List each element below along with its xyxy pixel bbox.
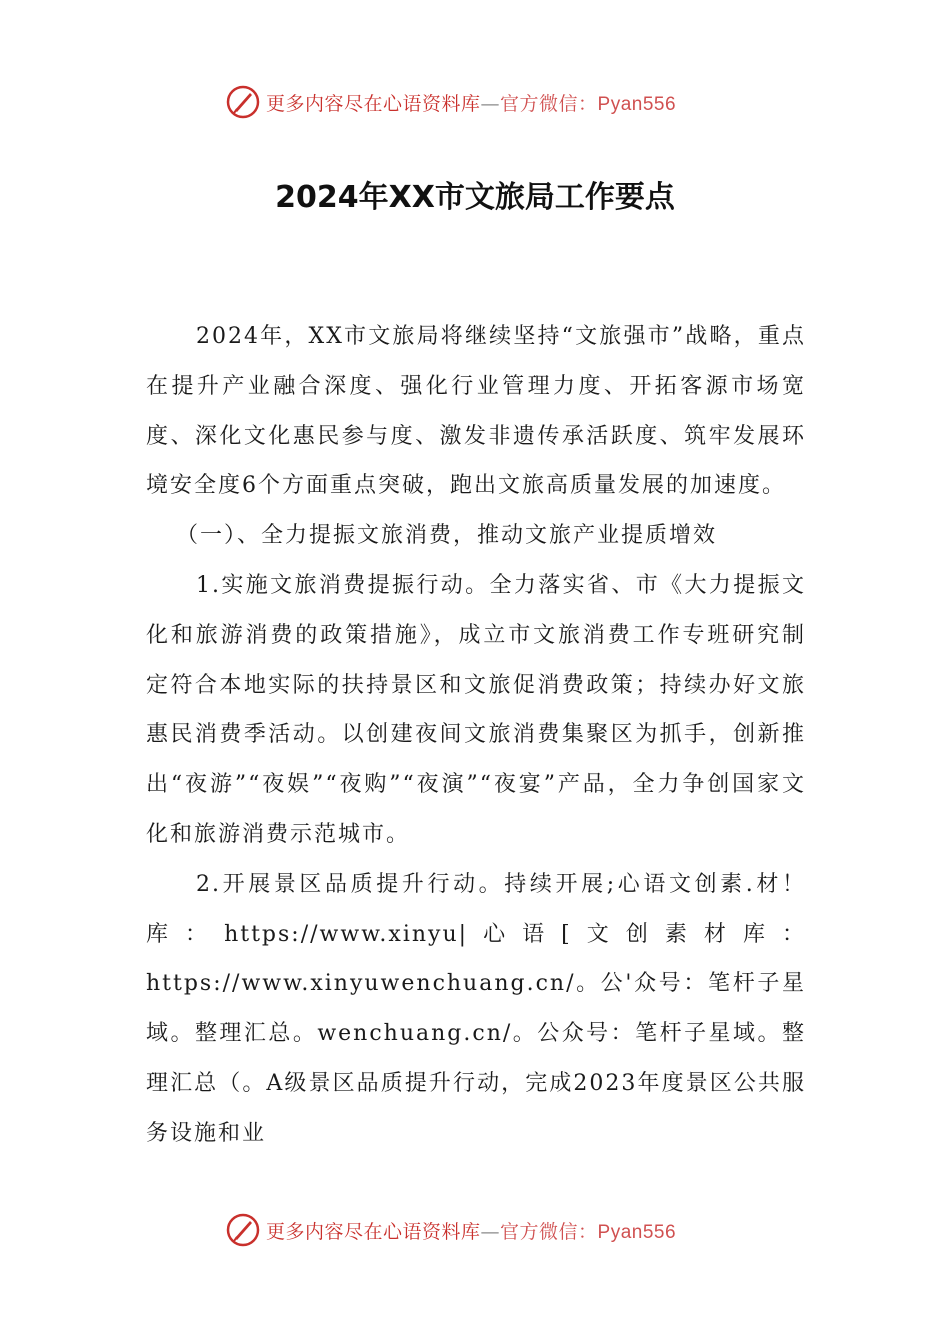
- section-heading: （一）、全力提振文旅消费，推动文旅产业提质增效: [176, 523, 718, 549]
- paragraph-item-2: 2.开展景区品质提升行动。持续开展;心语文创素.材！库：https://www.xinyu|心语[文创素材库：https://www.xinyuwenchuang.cn/。公'众号：笔杆子星域。整理汇总。wenchuang.cn/。公众号：笔杆子星域。整理汇总（。A级景区品质提升行动，完成2023年度景区公共服务设施和业: [146, 871, 806, 1146]
- watermark-wechat-label: 官方微信：: [500, 1220, 598, 1243]
- header-watermark: [226, 82, 676, 122]
- document-title: 2024年XX市文旅局工作要点: [275, 180, 675, 215]
- watermark-wechat-id: Pyan556: [597, 1221, 677, 1243]
- paragraph-intro: 2024年，XX市文旅局将继续坚持“文旅强市”战略，重点在提升产业融合深度、强化行业管理力度、开拓客源市场宽度、深化文化惠民参与度、激发非遗传承活跃度、筑牢发展环境安全度6个方面重点突破，跑出文旅高质量发展的加速度。: [146, 324, 806, 499]
- watermark-dash: —: [480, 92, 501, 115]
- watermark-wechat-id: Pyan556: [597, 93, 677, 115]
- watermark-dash: —: [480, 1220, 501, 1243]
- document-body: [146, 312, 806, 1159]
- footer-watermark: [226, 1210, 676, 1250]
- quill-pen-logo-icon: [226, 1213, 260, 1247]
- quill-pen-logo-icon: [226, 85, 260, 119]
- watermark-text: [266, 89, 676, 116]
- watermark-text: [266, 1217, 676, 1244]
- watermark-red-text: 更多内容尽在心语资料库: [266, 1220, 481, 1243]
- watermark-wechat-label: 官方微信：: [500, 92, 598, 115]
- paragraph-item-1: 1.实施文旅消费提振行动。全力落实省、市《大力提振文化和旅游消费的政策措施》，成立市文旅消费工作专班研究制定符合本地实际的扶持景区和文旅促消费政策；持续办好文旅惠民消费季活动。以创建夜间文旅消费集聚区为抓手，创新推出“夜游”“夜娱”“夜购”“夜演”“夜宴”产品，全力争创国家文化和旅游消费示范城市。: [146, 572, 806, 847]
- watermark-red-text: 更多内容尽在心语资料库: [266, 92, 481, 115]
